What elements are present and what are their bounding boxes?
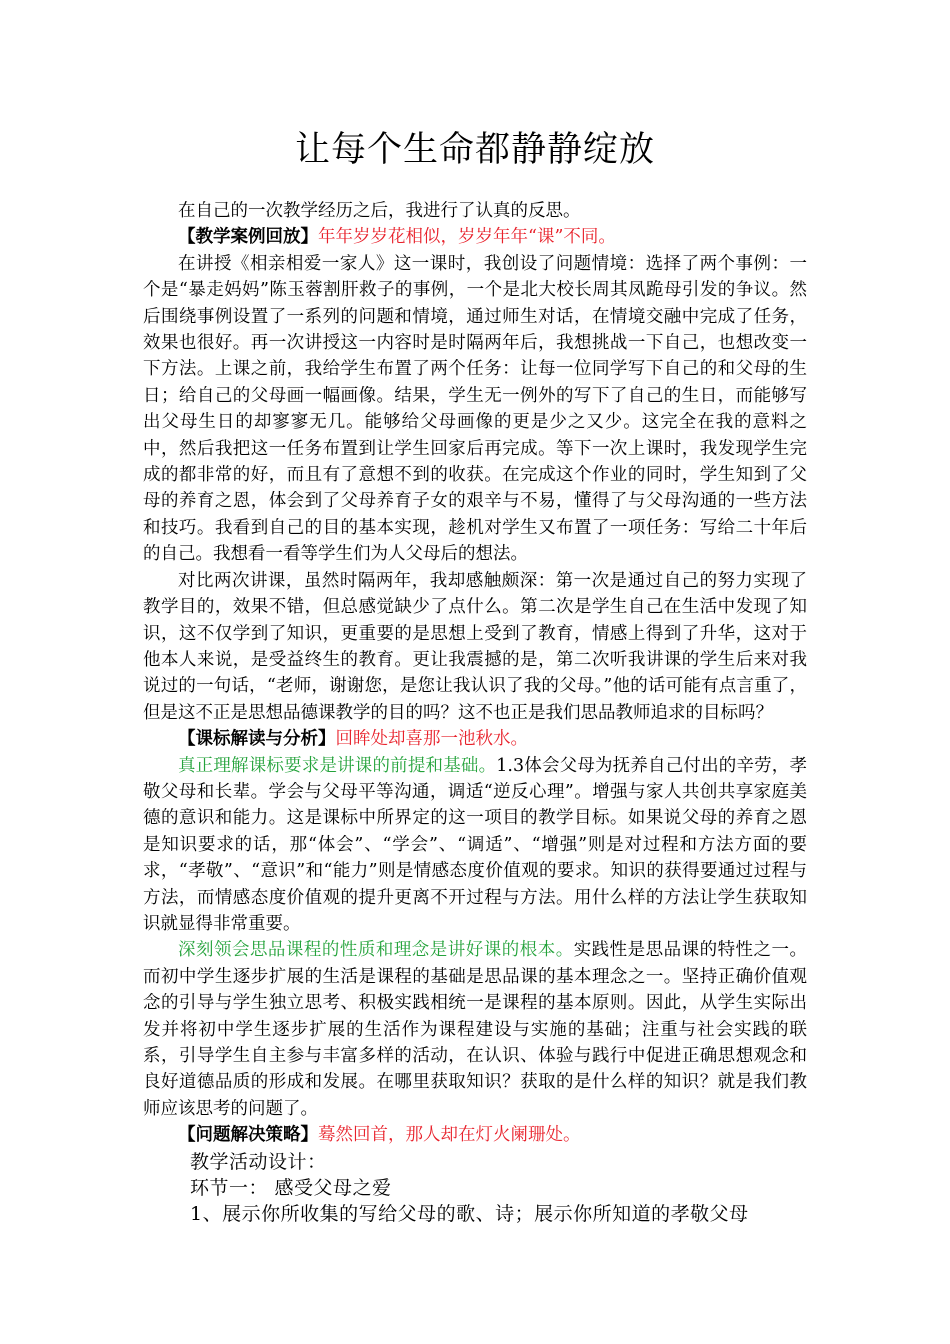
analysis-lead: 真正理解课标要求是讲课的前提和基础。 [178, 755, 497, 776]
analysis-text: 1.3体会父母为抚养自己付出的辛劳，孝敬父母和长辈。学会与父母平等沟通，调适“逆反心理”。增强与家人共创共享家庭美德的意识和能力。这是课标中所界定的这一项目的教学目标。如果说父母的养育之恩是知识要求的话，那“体会”、“学会”、“调适”、“增强”则是对过程和方法方面的要求，“孝敬”、“意识”和“能力”则是情感态度价值观的要求。知识的获得要通过过程与方法，而情感态度价值观的提升更离不开过程与方法。用什么样的方法让学生获取知识就显得非常重要。 [143, 755, 807, 934]
intro-paragraph: 在自己的一次教学经历之后，我进行了认真的反思。 [178, 201, 581, 221]
analysis-text: 实践性是思品课的特性之一。而初中学生逐步扩展的生活是课程的基础是思品课的基本理念之一。坚持正确价值观念的引导与学生独立思考、积极实践相统一是课程的基本原则。因此，从学生实际出发并将初中学生逐步扩展的生活作为课程建设与实施的基础；注重与社会实践的联系，引导学生自主参与丰富多样的活动，在认识、体验与践行中促进正确思想观念和良好道德品质的形成和发展。在哪里获取知识？获取的是什么样的知识？就是我们教师应该思考的问题了。 [143, 940, 808, 1119]
case-paragraph-2: 对比两次讲课，虽然时隔两年，我却感触颇深：第一次是通过自己的努力实现了教学目的，效果不错，但总感觉缺少了点什么。第二次是学生自己在生活中发现了知识，这不仅学到了知识，更重要的是思想上受到了教育，情感上得到了升华，这对于他本人来说，是受益终生的教育。更让我震撼的是，第二次听我讲课的学生后来对我说过的一句话，“老师，谢谢您，是您让我认识了我的父母。”他的话可能有点言重了，但是这不正是思想品德课教学的目的吗？这不也正是我们思品教师追求的目标吗？ [143, 570, 807, 723]
activity-step-one: 环节一： 感受父母之爱 [190, 1177, 392, 1200]
analysis-paragraph-2 [143, 937, 807, 1122]
section-heading-case-review [143, 224, 807, 250]
section-label: 【课标解读与分析】 [178, 729, 336, 750]
activity-design-heading: 教学活动设计： [190, 1150, 327, 1173]
section-subtitle: 回眸处却喜那一池秋水。 [335, 729, 528, 750]
section-subtitle: 蓦然回首，那人却在灯火阑珊处。 [318, 1125, 581, 1146]
section-heading-standard-analysis [143, 726, 807, 752]
section-subtitle: 年年岁岁花相似，岁岁年年“课”不同。 [318, 227, 616, 248]
document-title: 让每个生命都静静绽放 [294, 130, 655, 170]
section-label: 【问题解决策略】 [178, 1125, 318, 1146]
analysis-lead: 深刻领会思品课程的性质和理念是讲好课的根本。 [178, 940, 574, 961]
analysis-paragraph-1 [143, 753, 807, 938]
section-heading-strategy [143, 1122, 807, 1148]
document-body [143, 198, 807, 1228]
activity-item-one: 1、展示你所收集的写给父母的歌、诗；展示你所知道的孝敬父母 [190, 1203, 749, 1226]
case-paragraph-1: 在讲授《相亲相爱一家人》这一课时，我创设了问题情境：选择了两个事例：一个是“暴走妈妈”陈玉蓉割肝救子的事例，一个是北大校长周其凤跪母引发的争议。然后围绕事例设置了一系列的问题和情境，通过师生对话，在情境交融中完成了任务，效果也很好。再一次讲授这一内容时是时隔两年后，我想挑战一下自己，也想改变一下方法。上课之前，我给学生布置了两个任务：让每一位同学写下自己的和父母的生日；给自己的父母画一幅画像。结果，学生无一例外的写下了自己的生日，而能够写出父母生日的却寥寥无几。能够给父母画像的更是少之又少。这完全在我的意料之中，然后我把这一任务布置到让学生回家后再完成。等下一次上课时，我发现学生完成的都非常的好，而且有了意想不到的收获。在完成这个作业的同时，学生知到了父母的养育之恩，体会到了父母养育子女的艰辛与不易，懂得了与父母沟通的一些方法和技巧。我看到自己的目的基本实现，趁机对学生又布置了一项任务：写给二十年后的自己。我想看一看等学生们为人父母后的想法。 [143, 253, 807, 565]
section-label: 【教学案例回放】 [178, 227, 318, 248]
